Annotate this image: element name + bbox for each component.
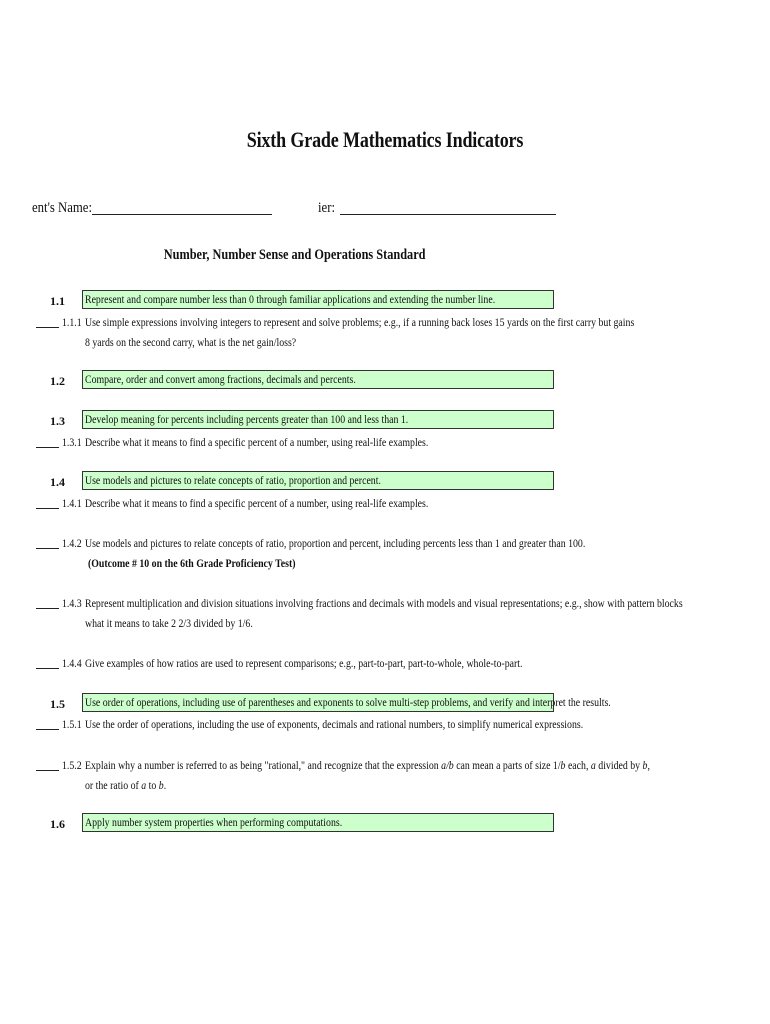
checkbox-line[interactable] (36, 770, 59, 771)
section-title: Number, Number Sense and Operations Standard (164, 247, 426, 263)
sub-indicator-text: Give examples of how ratios are used to represent comparisons; e.g., part-to-part, part-to-whole, whole-to-part. (85, 656, 523, 670)
indicator-box (82, 693, 611, 712)
sub-indicator-code: 1.1.1 (62, 315, 82, 329)
sub-indicator-text: Use models and pictures to relate concepts of ratio, proportion and percent, including percents less than 1 and greater than 100. (85, 536, 586, 550)
indicator-text: Use order of operations, including use of parentheses and exponents to solve multi-step problems, and verify and interpret the results. (85, 695, 611, 709)
sub-indicator-text-cont: what it means to take 2 2/3 divided by 1/6. (85, 616, 253, 630)
indicator-text: Compare, order and convert among fractions, decimals and percents. (85, 372, 356, 386)
sub-indicator-code: 1.4.3 (62, 596, 82, 610)
sub-indicator-code: 1.4.4 (62, 656, 82, 670)
outcome-note: (Outcome # 10 on the 6th Grade Proficiency Test) (88, 556, 296, 570)
checkbox-line[interactable] (36, 548, 59, 549)
indicator-text: Use models and pictures to relate concepts of ratio, proportion and percent. (85, 473, 381, 487)
indicator-box (82, 410, 554, 429)
sub-indicator-text: Use the order of operations, including the use of exponents, decimals and rational numbers, to simplify numerical expressions. (85, 717, 584, 731)
indicator-number: 1.2 (50, 374, 65, 388)
indicator-text: Apply number system properties when performing computations. (85, 815, 343, 829)
indicator-text: Represent and compare number less than 0 through familiar applications and extending the number line. (85, 292, 496, 306)
indicator-box (82, 471, 554, 490)
indicator-number: 1.4 (50, 475, 65, 489)
teacher-label: ier: (318, 200, 335, 216)
checkbox-line[interactable] (36, 447, 59, 448)
document-title: Sixth Grade Mathematics Indicators (246, 127, 524, 152)
student-name-label: ent's Name: (32, 200, 93, 216)
indicator-box (82, 290, 554, 309)
student-name-field[interactable] (92, 214, 272, 215)
sub-indicator-code: 1.5.1 (62, 717, 82, 731)
sub-indicator-text-cont: 8 yards on the second carry, what is the net gain/loss? (85, 335, 297, 349)
sub-indicator-code: 1.4.1 (62, 496, 82, 510)
sub-indicator-code: 1.3.1 (62, 435, 82, 449)
sub-indicator-code: 1.5.2 (62, 758, 82, 772)
indicator-number: 1.1 (50, 294, 65, 308)
checkbox-line[interactable] (36, 508, 59, 509)
checkbox-line[interactable] (36, 608, 59, 609)
checkbox-line[interactable] (36, 327, 59, 328)
indicator-number: 1.5 (50, 697, 65, 711)
teacher-field[interactable] (340, 214, 556, 215)
sub-indicator-text: Represent multiplication and division situations involving fractions and decimals with models and visual representations; e.g., show with pattern blocks (85, 596, 683, 610)
sub-indicator-text-cont: or the ratio of a to b. (85, 778, 167, 792)
sub-indicator-text: Explain why a number is referred to as being "rational," and recognize that the expression a/b can mean a parts of size 1/b each, a divided by b, (85, 758, 650, 772)
checkbox-line[interactable] (36, 668, 59, 669)
sub-indicator-text: Use simple expressions involving integers to represent and solve problems; e.g., if a running back loses 15 yards on the first carry but gains (85, 315, 635, 329)
sub-indicator-text: Describe what it means to find a specific percent of a number, using real-life examples. (85, 435, 429, 449)
checkbox-line[interactable] (36, 729, 59, 730)
sub-indicator-text: Describe what it means to find a specific percent of a number, using real-life examples. (85, 496, 429, 510)
indicator-number: 1.3 (50, 414, 65, 428)
indicator-box (82, 813, 554, 832)
indicator-number: 1.6 (50, 817, 65, 831)
indicator-text: Develop meaning for percents including percents greater than 100 and less than 1. (85, 412, 409, 426)
indicator-box (82, 370, 554, 389)
sub-indicator-code: 1.4.2 (62, 536, 82, 550)
